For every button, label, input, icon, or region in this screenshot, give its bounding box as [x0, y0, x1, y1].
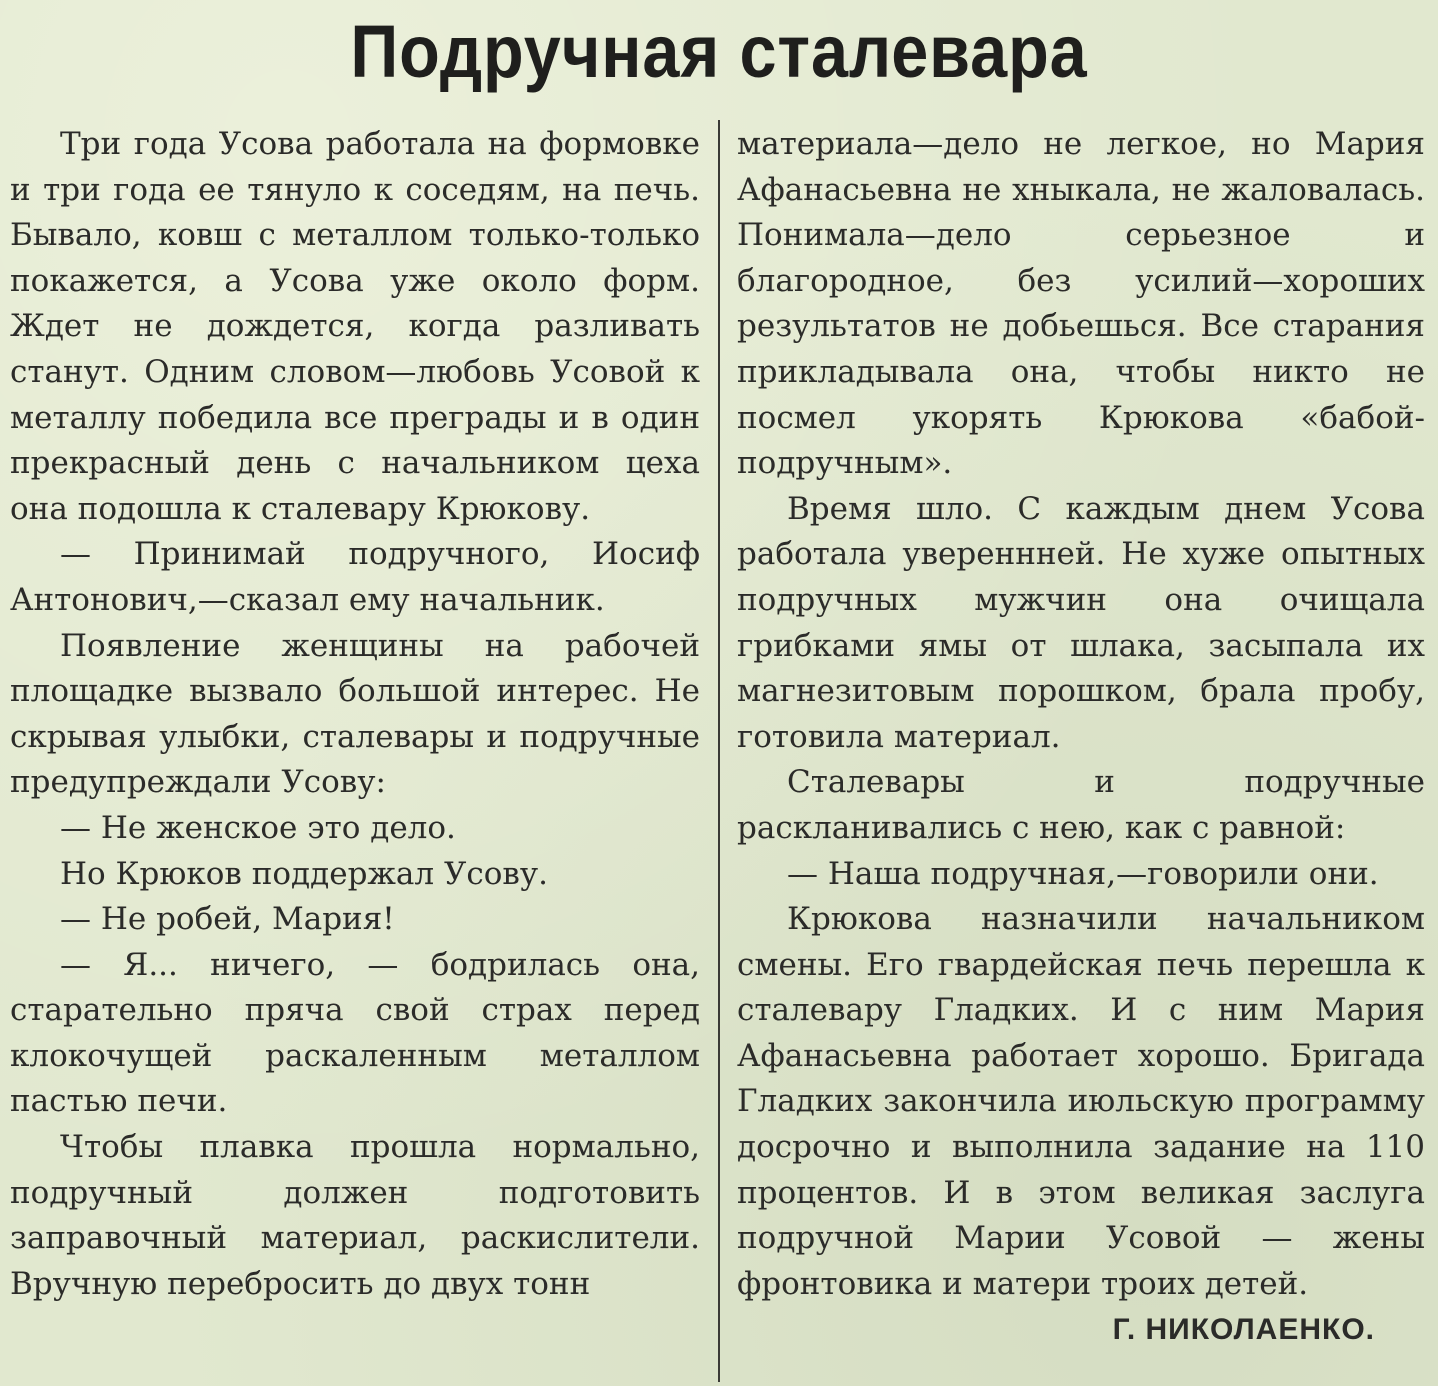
paragraph: Но Крюков поддержал Усову.	[60, 855, 548, 892]
paragraph: — Я... ничего, — бодрилась она, старательно пряча свой страх перед клокочущей раскаленным металлом пастью печи.	[10, 946, 700, 1120]
article-headline: Подручная сталевара	[350, 10, 1088, 93]
article-column-left	[10, 122, 700, 1307]
paragraph: Чтобы плавка прошла нормально, подручный должен подготовить заправочный материал, раскислители. Вручную перебросить до двух тонн	[10, 1129, 700, 1302]
article-column-right	[737, 122, 1425, 1353]
paragraph: Время шло. С каждым днем Усова работала увереннней. Не хуже опытных подручных мужчин она очищала грибками ямы от шлака, засыпала их магнезитовым порошком, брала пробу, готовила материал.	[737, 490, 1425, 755]
paragraph: — Принимай подручного, Иосиф Антонович,—сказал ему начальник.	[10, 536, 700, 618]
column-divider	[718, 120, 720, 1382]
paragraph-final	[737, 897, 1425, 1347]
paragraph: — Не робей, Мария!	[60, 901, 395, 938]
paragraph: Три года Усова работала на формовке и три года ее тянуло к соседям, на печь. Бывало, ковш с металлом только-только покажется, а Усова уже около форм. Ждет не дождется, когда разливать станут. Одним словом—любовь Усовой к металлу победила все преграды и в один прекрасный день с начальником цеха она подошла к сталевару Крюкову.	[10, 126, 700, 527]
paragraph: — Наша подручная,—говорили они.	[787, 855, 1379, 892]
paragraph: — Не женское это дело.	[60, 809, 456, 846]
paragraph-final-text: Крюкова назначили начальником смены. Его гвардейская печь перешла к сталевару Гладких. И с ним Мария Афанасьевна работает хорошо. Бригада Гладких закончила июльскую программу досрочно и выполнила задание на 110 процентов. И в этом великая заслуга подручной Марии Усовой — жены фронтовика и матери троих детей.	[737, 901, 1425, 1302]
paragraph-continuation: материала—дело не легкое, но Мария Афанасьевна не хныкала, не жаловалась. Понимала—дело серьезное и благородное, без усилий—хороших результатов не добьешься. Все старания прикладывала она, чтобы никто не посмел укорять Крюкова «бабой-подручным».	[737, 126, 1425, 482]
paragraph: Появление женщины на рабочей площадке вызвало большой интерес. Не скрывая улыбки, сталевары и подручные предупреждали Усову:	[10, 627, 700, 801]
author-signature: Г. НИКОЛАЕНКО.	[1112, 1313, 1375, 1347]
paragraph: Сталевары и подручные раскланивались с нею, как с равной:	[737, 764, 1425, 846]
